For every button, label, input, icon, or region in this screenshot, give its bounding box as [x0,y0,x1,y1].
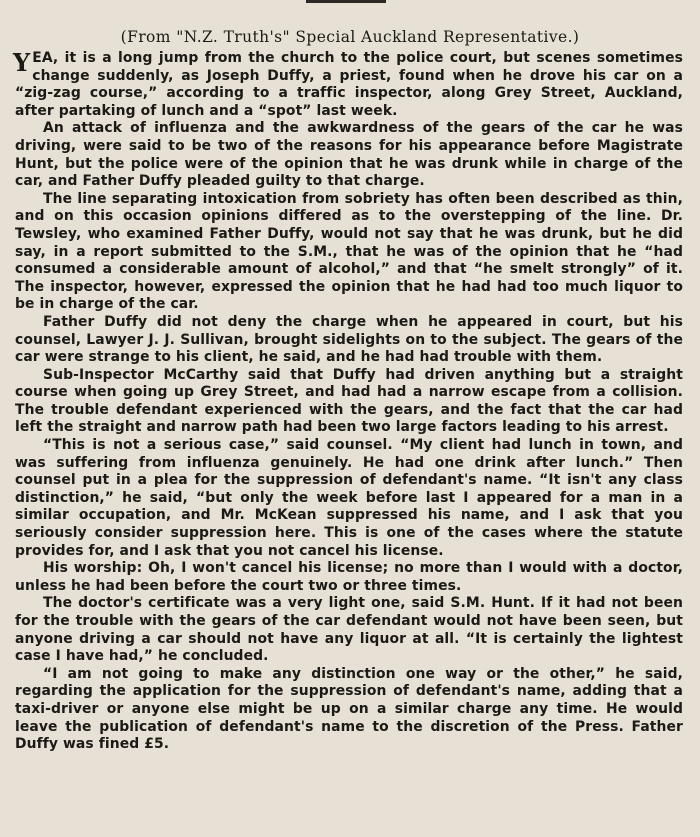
drop-cap: Y [13,48,31,77]
paragraph-6: “This is not a serious case,” said counsel. “My client had lunch in town, and was suffering from influenza genuinely. He had one drink after lunch.” Then counsel put in a plea for the suppression of defendant's name. “It isn't any class distinction,” he said, “but only the week before last I appeared for a man in a similar occupation, and Mr. McKean suppressed his name, and I ask that you seriously consider suppression here. This is one of the cases where the statute provides for, and I ask that you not cancel his license. [15,437,683,559]
paragraph-8: The doctor's certificate was a very light one, said S.M. Hunt. If it had not been for the trouble with the gears of the car defendant would not have been seen, but anyone driving a car should not have any liquor at all. “It is certainly the lightest case I have had,” he concluded. [15,595,683,665]
top-rule [306,0,386,3]
paragraph-1 [15,50,683,120]
byline: (From "N.Z. Truth's" Special Auckland Representative.) [120,28,580,46]
article-body [15,50,683,754]
paragraph-3: The line separating intoxication from sobriety has often been described as thin, and on this occasion opinions differed as to the overstepping of the line. Dr. Tewsley, who examined Father Duffy, would not say that he was drunk, but he did say, in a report submitted to the S.M., that he was of the opinion that he “had consumed a considerable amount of alcohol,” and that “he smelt strongly” of it. The inspector, however, expressed the opinion that he had had too much liquor to be in charge of the car. [15,190,683,313]
paragraph-5: Sub-Inspector McCarthy said that Duffy had driven anything but a straight course when going up Grey Street, and had had a narrow escape from a collision. The trouble defendant experienced with the gears, and the fact that the car had left the straight and narrow path had been two large factors leading to his arrest. [15,366,683,436]
paragraph-1-text: EA, it is a long jump from the church to the police court, but scenes sometimes change suddenly, as Joseph Duffy, a priest, found when he drove his car on a “zig-zag course,” according to a traffic inspector, along Grey Street, Auckland, after partaking of lunch and a “spot” last week. [15,50,683,119]
paragraph-2: An attack of influenza and the awkwardness of the gears of the car he was driving, were said to be two of the reasons for his appearance before Magistrate Hunt, but the police were of the opinion that he was drunk while in charge of the car, and Father Duffy pleaded guilty to that charge. [15,120,683,190]
paragraph-9: “I am not going to make any distinction one way or the other,” he said, regarding the application for the suppression of defendant's name, adding that a taxi-driver or anyone else might be up on a similar charge any time. He would leave the publication of defendant's name to the discretion of the Press. Father Duffy was fined £5. [15,665,683,753]
paragraph-4: Father Duffy did not deny the charge when he appeared in court, but his counsel, Lawyer J. J. Sullivan, brought sidelights on to the subject. The gears of the car were strange to his client, he said, and he had had trouble with them. [15,313,683,366]
paragraph-7: His worship: Oh, I won't cancel his license; no more than I would with a doctor, unless he had been before the court two or three times. [15,560,683,594]
